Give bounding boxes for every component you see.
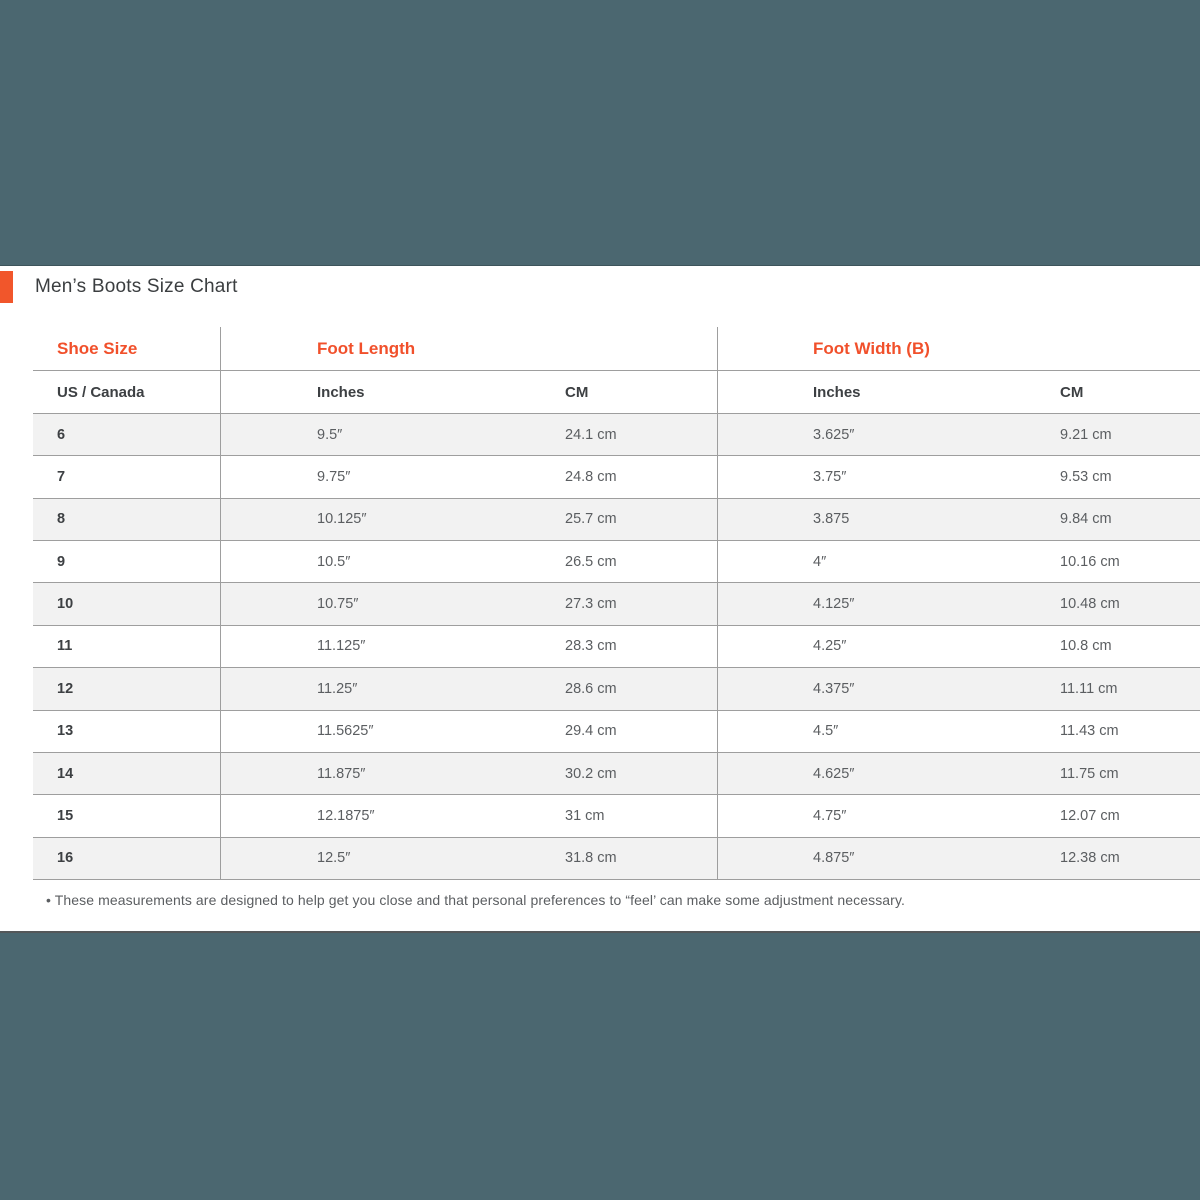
table-row xyxy=(33,838,1200,880)
cell-shoe-size: 8 xyxy=(33,499,221,540)
cell-shoe-size: 9 xyxy=(33,541,221,582)
cell-shoe-size: 13 xyxy=(33,711,221,752)
cell-length-cm: 28.6 cm xyxy=(469,668,718,709)
cell-length-inches: 11.125″ xyxy=(317,638,366,655)
orange-accent-bar xyxy=(0,271,13,303)
cell-shoe-size: 14 xyxy=(33,753,221,794)
table-row xyxy=(33,668,1200,710)
cell-length-inches: 10.125″ xyxy=(317,511,367,528)
table-row xyxy=(33,626,1200,668)
cell-length-cm: 27.3 cm xyxy=(469,583,718,624)
cell-length-cm: 28.3 cm xyxy=(469,626,718,667)
subheader-width-inches: Inches xyxy=(813,383,861,401)
cell-length-inches: 11.25″ xyxy=(317,680,358,697)
table-row xyxy=(33,795,1200,837)
cell-shoe-size: 16 xyxy=(33,838,221,879)
cell-width-cm: 9.84 cm xyxy=(1060,511,1112,528)
cell-width-inches: 3.75″ xyxy=(813,469,847,486)
table-row xyxy=(33,753,1200,795)
cell-width-cm: 12.38 cm xyxy=(1060,850,1120,867)
cell-width-inches: 3.625″ xyxy=(813,426,855,443)
cell-length-inches: 10.75″ xyxy=(317,596,359,613)
table-row xyxy=(33,711,1200,753)
cell-length-cm: 31 cm xyxy=(469,795,718,836)
table-body xyxy=(33,414,1200,880)
table-row xyxy=(33,583,1200,625)
table-row xyxy=(33,499,1200,541)
cell-width-cm: 9.53 cm xyxy=(1060,469,1112,486)
table-subheader-row xyxy=(33,371,1200,414)
cell-length-cm: 29.4 cm xyxy=(469,711,718,752)
cell-width-cm: 11.11 cm xyxy=(1060,680,1118,697)
cell-width-cm: 10.48 cm xyxy=(1060,596,1120,613)
column-group-shoe-size: Shoe Size xyxy=(33,327,221,370)
subheader-us-canada: US / Canada xyxy=(33,371,221,413)
measurement-footnote: • These measurements are designed to help get you close and that personal preferences to “feel’ can make some adjustment necessary. xyxy=(46,892,905,908)
cell-length-inches: 12.1875″ xyxy=(317,807,375,824)
page-title: Men’s Boots Size Chart xyxy=(35,276,238,297)
cell-length-inches: 11.5625″ xyxy=(317,723,374,740)
cell-shoe-size: 7 xyxy=(33,456,221,497)
cell-length-cm: 31.8 cm xyxy=(469,838,718,879)
cell-length-cm: 24.1 cm xyxy=(469,414,718,455)
cell-shoe-size: 6 xyxy=(33,414,221,455)
cell-length-inches: 11.875″ xyxy=(317,765,366,782)
subheader-width-cm: CM xyxy=(1060,383,1084,401)
subheader-length-inches: Inches xyxy=(317,383,365,401)
cell-length-inches: 12.5″ xyxy=(317,850,351,867)
cell-width-inches: 4.25″ xyxy=(813,638,847,655)
cell-shoe-size: 12 xyxy=(33,668,221,709)
cell-width-cm: 9.21 cm xyxy=(1060,426,1112,443)
top-background-band xyxy=(0,0,1200,266)
size-table xyxy=(33,327,1200,880)
cell-shoe-size: 15 xyxy=(33,795,221,836)
cell-length-cm: 25.7 cm xyxy=(469,499,718,540)
cell-shoe-size: 10 xyxy=(33,583,221,624)
table-row xyxy=(33,456,1200,498)
cell-width-inches: 4.5″ xyxy=(813,723,839,740)
cell-width-cm: 11.75 cm xyxy=(1060,765,1119,782)
cell-length-cm: 24.8 cm xyxy=(469,456,718,497)
cell-length-cm: 30.2 cm xyxy=(469,753,718,794)
subheader-length-cm: CM xyxy=(469,371,718,413)
column-group-foot-length: Foot Length xyxy=(221,327,718,370)
cell-width-inches: 3.875 xyxy=(813,511,850,528)
cell-length-inches: 10.5″ xyxy=(317,553,351,570)
cell-width-cm: 10.8 cm xyxy=(1060,638,1112,655)
table-group-header-row xyxy=(33,327,1200,371)
bottom-background-band xyxy=(0,933,1200,1200)
cell-width-inches: 4.375″ xyxy=(813,680,855,697)
cell-shoe-size: 11 xyxy=(33,626,221,667)
cell-width-cm: 10.16 cm xyxy=(1060,553,1120,570)
table-row xyxy=(33,414,1200,456)
size-chart-section xyxy=(0,266,1200,933)
cell-width-inches: 4.125″ xyxy=(813,596,855,613)
column-group-foot-width: Foot Width (B) xyxy=(813,338,930,358)
cell-length-inches: 9.5″ xyxy=(317,426,343,443)
cell-width-inches: 4.875″ xyxy=(813,850,855,867)
cell-width-cm: 11.43 cm xyxy=(1060,723,1119,740)
cell-width-inches: 4.75″ xyxy=(813,807,847,824)
cell-length-cm: 26.5 cm xyxy=(469,541,718,582)
table-row xyxy=(33,541,1200,583)
cell-width-inches: 4″ xyxy=(813,553,827,570)
cell-length-inches: 9.75″ xyxy=(317,469,351,486)
cell-width-inches: 4.625″ xyxy=(813,765,855,782)
cell-width-cm: 12.07 cm xyxy=(1060,807,1120,824)
